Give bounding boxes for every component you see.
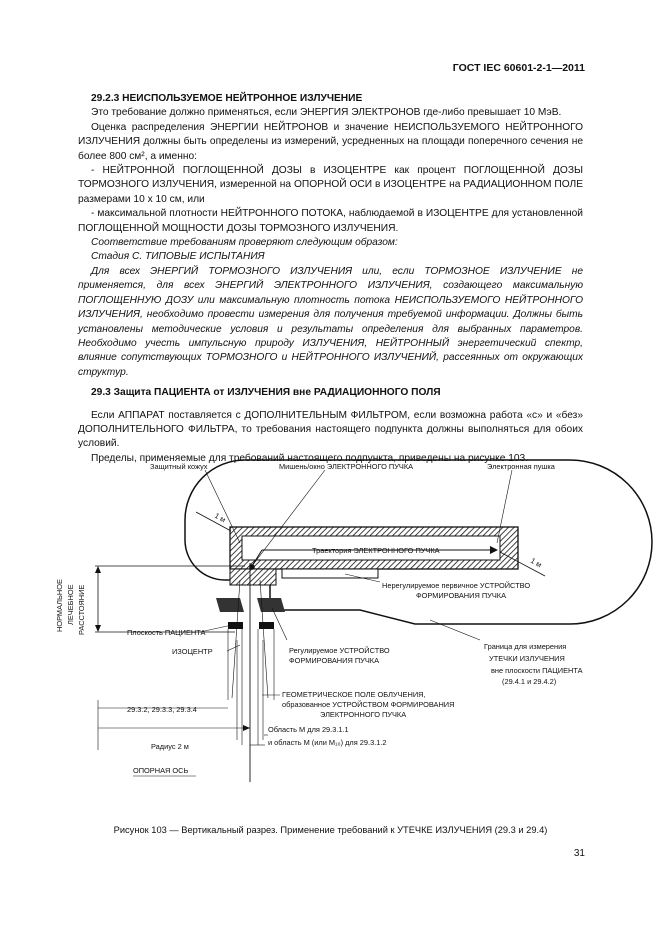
page-number: 31: [573, 848, 585, 859]
paragraph: Для всех ЭНЕРГИЙ ТОРМОЗНОГО ИЗЛУЧЕНИЯ или, если ТОРМОЗНОЕ ИЗЛУЧЕНИЕ не применяется, для всех ЭНЕРГИЙ ЭЛЕКТРОННОГО ИЗЛУЧЕНИЯ, создающего максимальную ПОГЛОЩЕННУЮ ДОЗУ или максимальную плотность потока НЕИСПОЛЬЗУЕМОГО НЕЙТРОННОГО ИЗЛУЧЕНИЯ, необходимо провести измерения для получения требуемой информации. Должны быть установлены методические условия и результаты определения для выбранных параметров. Необходимо учесть импульсную природу ИЗЛУЧЕНИЯ, НЕЙТРОННЫЙ энергетический спектр, влияние сопутствующих ТОРМОЗНОГО и НЕЙТРОННОГО ИЗЛУЧЕНИЙ, рассеянных от окружающих структур.: [78, 265, 583, 378]
label-boundary-1: Граница для измерения: [484, 642, 567, 651]
label-geom-1: ГЕОМЕТРИЧЕСКОЕ ПОЛЕ ОБЛУЧЕНИЯ,: [282, 690, 426, 699]
paragraph: Оценка распределения ЭНЕРГИИ НЕЙТРОНОВ и значение НЕИСПОЛЬЗУЕМОГО НЕЙТРОННОГО ИЗЛУЧЕНИЯ должны быть определены из измерений, усредненных на площади поперечного сечения не более 800 см², а именно:: [78, 121, 583, 162]
label-adj-2: ФОРМИРОВАНИЯ ПУЧКА: [289, 656, 380, 665]
paragraph: Это требование должно применяться, если ЭНЕРГИЯ ЭЛЕКТРОНОВ где-либо превышает 10 МэВ.: [91, 107, 562, 119]
label-1m-right: 1 м: [529, 555, 544, 570]
paragraph: Пределы, применяемые для требований настоящего подпункта, приведены на рисунке 103.: [91, 452, 529, 464]
section-title-293: 29.3 Защита ПАЦИЕНТА от ИЗЛУЧЕНИЯ вне РАДИАЦИОННОГО ПОЛЯ: [91, 387, 441, 399]
paragraph: Стадия С. ТИПОВЫЕ ИСПЫТАНИЯ: [91, 251, 265, 263]
label-normal-2: ЛЕЧЕБНОЕ: [66, 584, 75, 625]
label-area-m2: и область M (или M₁₀) для 29.3.1.2: [268, 738, 387, 747]
label-ref-axis: ОПОРНАЯ ОСЬ: [133, 766, 189, 775]
primary-collimator: [282, 569, 378, 578]
label-geom-2: образованное УСТРОЙСТВОМ ФОРМИРОВАНИЯ: [282, 700, 455, 709]
paragraph: - НЕЙТРОННОЙ ПОГЛОЩЕННОЙ ДОЗЫ в ИЗОЦЕНТРЕ как процент ПОГЛОЩЕННОЙ ДОЗЫ ТОРМОЗНОГО ИЗЛУЧЕНИЯ, измеренной на ОПОРНОЙ ОСИ в ИЗОЦЕНТРЕ на РАДИАЦИОННОМ ПОЛЕ размерами 10 х 10 см, или: [78, 165, 583, 205]
label-nonadj-2: ФОРМИРОВАНИЯ ПУЧКА: [416, 591, 507, 600]
label-boundary-3: вне плоскости ПАЦИЕНТА: [491, 666, 583, 675]
label-radius: Радиус 2 м: [151, 742, 189, 751]
label-target: Мишень/окно ЭЛЕКТРОННОГО ПУЧКА: [279, 462, 414, 471]
label-nonadj-1: Нерегулируемое первичное УСТРОЙСТВО: [382, 581, 531, 590]
label-boundary-2: УТЕЧКИ ИЗЛУЧЕНИЯ: [489, 654, 565, 663]
head-block: [230, 569, 276, 585]
label-clauses: 29.3.2, 29.3.3, 29.3.4: [127, 705, 197, 714]
applicator-right: [259, 622, 274, 629]
label-gun: Электронная пушка: [487, 462, 555, 471]
label-patient-plane: Плоскость ПАЦИЕНТА: [127, 628, 206, 637]
label-adj-1: Регулируемое УСТРОЙСТВО: [289, 646, 390, 655]
adjustable-jaw-left: [216, 598, 244, 612]
paragraph: Соответствие требованиям проверяют следующим образом:: [91, 237, 398, 249]
document-header: ГОСТ IEC 60601-2-1—2011: [452, 62, 585, 74]
label-boundary-4: (29.4.1 и 29.4.2): [502, 677, 557, 686]
label-isocentre: ИЗОЦЕНТР: [172, 647, 213, 656]
section-title-2923: 29.2.3 НЕИСПОЛЬЗУЕМОЕ НЕЙТРОННОЕ ИЗЛУЧЕНИЕ: [91, 93, 363, 104]
label-geom-3: ЭЛЕКТРОННОГО ПУЧКА: [320, 710, 407, 719]
label-area-m1: Область M для 29.3.1.1: [268, 725, 349, 734]
label-normal-3: РАССТОЯНИЕ: [77, 584, 86, 635]
label-trajectory: Траектория ЭЛЕКТРОННОГО ПУЧКА: [312, 546, 440, 555]
paragraph: Если АППАРАТ поставляется с ДОПОЛНИТЕЛЬНЫМ ФИЛЬТРОМ, если возможна работа «с» и «без» ДОПОЛНИТЕЛЬНОГО ФИЛЬТРА, то требования настоящего подпункта должны выполняться для обоих условий.: [78, 409, 583, 450]
label-normal-1: НОРМАЛЬНОЕ: [55, 579, 64, 632]
label-1m-left: 1 м: [213, 510, 228, 525]
paragraph: - максимальной плотности НЕЙТРОННОГО ПОТОКА, наблюдаемой в ИЗОЦЕНТРЕ для установленной ПОГЛОЩЕННОЙ МОЩНОСТИ ДОЗЫ ТОРМОЗНОГО ИЗЛУЧЕНИЯ.: [78, 208, 583, 234]
label-shield: Защитный кожух: [150, 462, 208, 471]
figure-caption: Рисунок 103 — Вертикальный разрез. Применение требований к УТЕЧКЕ ИЗЛУЧЕНИЯ (29.3 и 29.4): [113, 825, 548, 835]
